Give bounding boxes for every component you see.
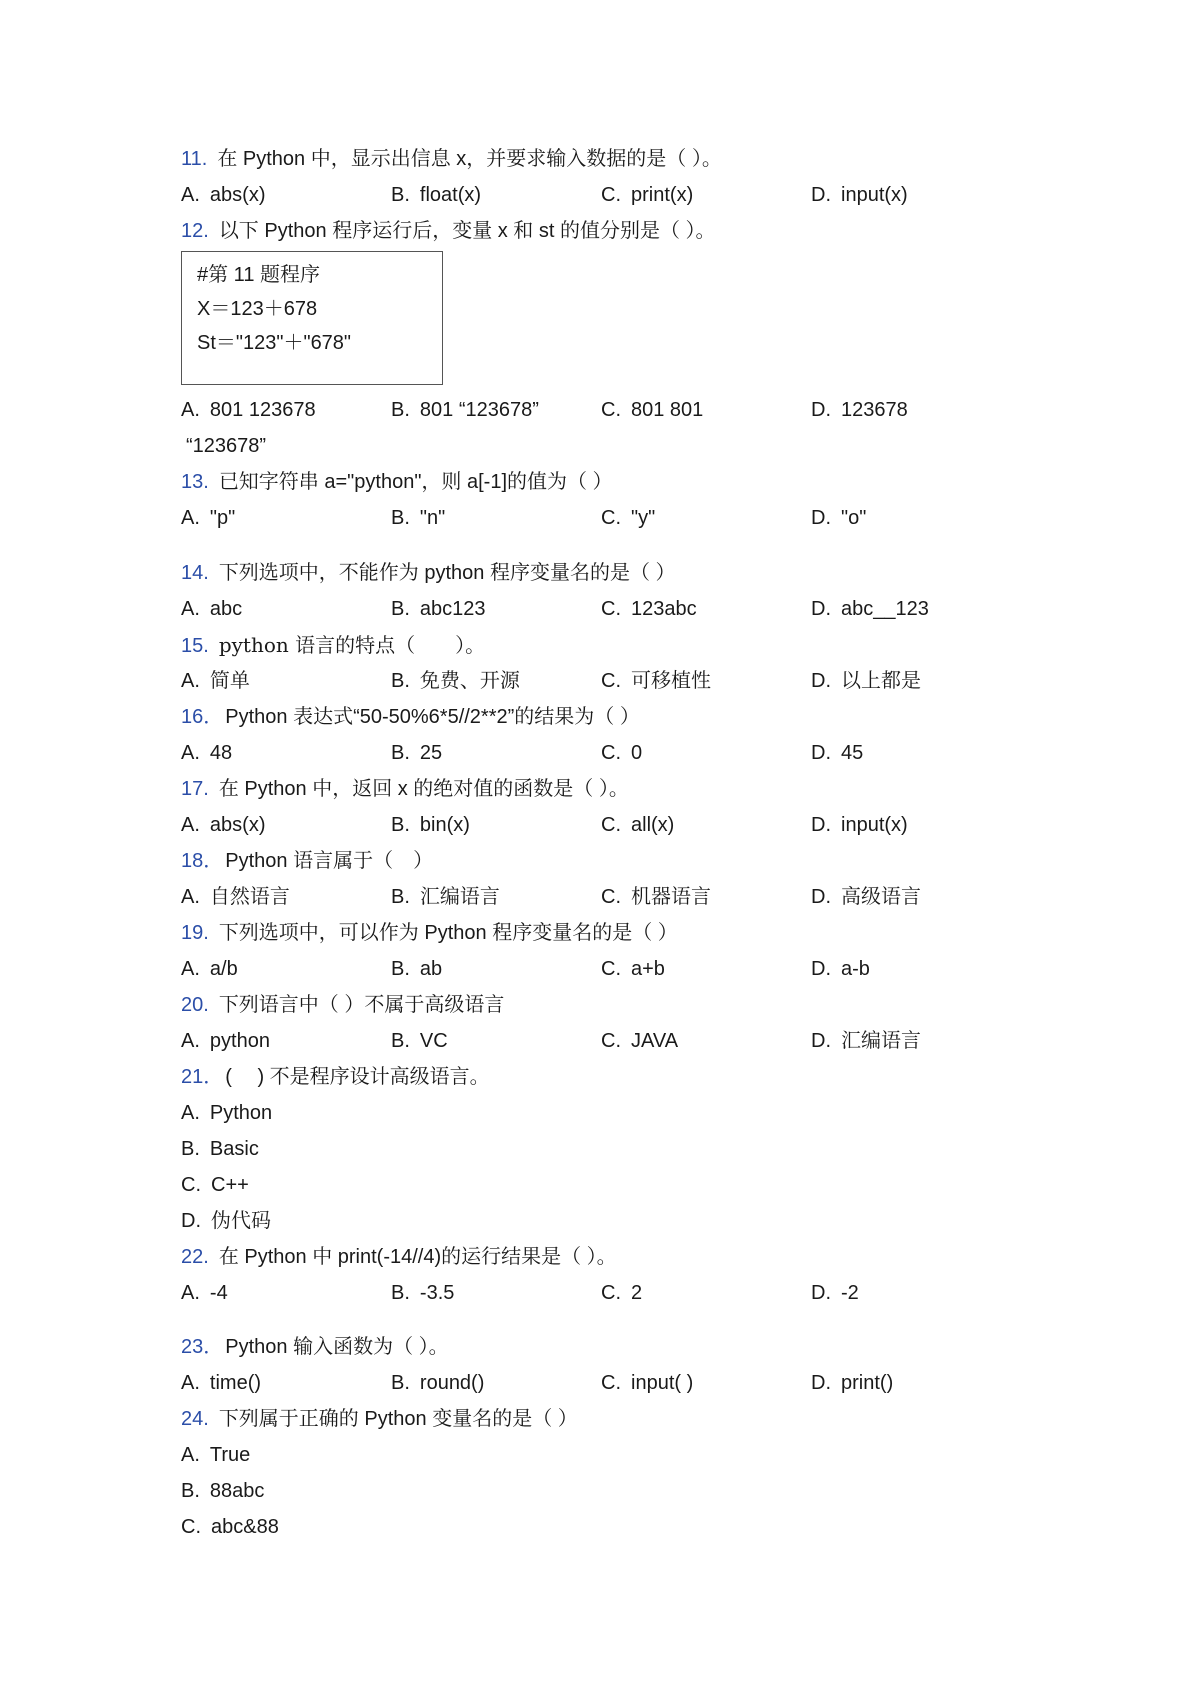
option-c: C. all(x)	[601, 814, 675, 836]
code-box	[181, 251, 443, 385]
question-text: ( ) 不是程序设计高级语言。	[225, 1066, 490, 1088]
option-c: C. 2	[601, 1282, 643, 1304]
question-text: 在 Python 中 print(-14//4)的运行结果是（ ）。	[218, 1246, 617, 1268]
option-d: D. a-b	[811, 958, 870, 980]
option-b: B. round()	[391, 1372, 485, 1394]
question-15	[181, 627, 485, 663]
question-text: Python 输入函数为（ ）。	[225, 1336, 449, 1358]
question-text: 下列选项中，不能作为 python 程序变量名的是（ ）	[218, 562, 676, 584]
option-c: C. 机器语言	[601, 886, 711, 908]
option-b: B. 88abc	[181, 1480, 265, 1502]
option-a: A. abs(x)	[181, 184, 266, 206]
option-a: A. a/b	[181, 958, 238, 980]
question-19	[181, 915, 678, 951]
question-text: 在 Python 中，返回 x 的绝对值的函数是（ ）。	[218, 778, 629, 800]
option-b: B. "n"	[391, 507, 446, 529]
option-c: C. abc&88	[181, 1516, 279, 1538]
question-number: 23．	[181, 1336, 224, 1358]
option-c: C. "y"	[601, 507, 656, 529]
option-b: B. 25	[391, 742, 443, 764]
option-c: C. 801 801	[601, 399, 704, 421]
option-d: D. 汇编语言	[811, 1030, 921, 1052]
question-24	[181, 1401, 578, 1437]
question-number: 19.	[181, 922, 209, 944]
question-text: 下列语言中（ ）不属于高级语言	[218, 994, 505, 1016]
question-number: 13.	[181, 471, 209, 493]
option-d: D. print()	[811, 1372, 894, 1394]
option-a: A. Python	[181, 1102, 273, 1124]
option-d: D. 45	[811, 742, 864, 764]
code-line: X＝123＋678	[197, 298, 318, 320]
option-a: A. 801 123678	[181, 399, 316, 421]
option-b: B. Basic	[181, 1138, 259, 1160]
option-b: B. ab	[391, 958, 443, 980]
option-b: B. VC	[391, 1030, 448, 1052]
option-a: A. abs(x)	[181, 814, 266, 836]
option-a: A. "p"	[181, 507, 236, 529]
option-a: A. 自然语言	[181, 886, 290, 908]
question-number: 18．	[181, 850, 224, 872]
question-23	[181, 1329, 449, 1365]
option-d: D. 伪代码	[181, 1210, 271, 1232]
question-text: 下列属于正确的 Python 变量名的是（ ）	[218, 1408, 578, 1430]
option-b: B. float(x)	[391, 184, 482, 206]
option-b: B. bin(x)	[391, 814, 470, 836]
option-wrap-text: “123678”	[186, 435, 267, 457]
question-13	[181, 464, 613, 500]
option-d: D. "o"	[811, 507, 867, 529]
code-line: #第 11 题程序	[197, 264, 320, 286]
question-number: 15.	[181, 635, 209, 657]
option-d: D. -2	[811, 1282, 859, 1304]
question-number: 22.	[181, 1246, 209, 1268]
question-number: 21．	[181, 1066, 224, 1088]
option-b: B. abc123	[391, 598, 486, 620]
question-text: Python 表达式“50-50%6*5//2**2”的结果为（ ）	[225, 706, 640, 728]
question-number: 11.	[181, 148, 208, 170]
option-d: D. 123678	[811, 399, 908, 421]
question-text: 下列选项中，可以作为 Python 程序变量名的是（ ）	[218, 922, 678, 944]
option-a: A. -4	[181, 1282, 228, 1304]
option-c: C. print(x)	[601, 184, 694, 206]
question-number: 24.	[181, 1408, 209, 1430]
question-22	[181, 1239, 617, 1275]
question-11	[181, 141, 722, 177]
option-a: A. time()	[181, 1372, 262, 1394]
question-14	[181, 555, 676, 591]
option-a: A. True	[181, 1444, 251, 1466]
option-a: A. 简单	[181, 670, 250, 692]
question-text: python 语言的特点（ ）。	[218, 633, 486, 657]
question-20	[181, 987, 504, 1023]
question-17	[181, 771, 629, 807]
option-b: B. 汇编语言	[391, 886, 500, 908]
option-a: A. 48	[181, 742, 233, 764]
question-text: Python 语言属于（ ）	[225, 850, 434, 872]
option-b: B. 801 “123678”	[391, 399, 539, 421]
question-number: 16．	[181, 706, 224, 728]
question-text: 已知字符串 a="python"，则 a[-1]的值为（ ）	[218, 471, 613, 493]
option-c: C. input( )	[601, 1372, 694, 1394]
question-16	[181, 699, 640, 735]
option-c: C. 123abc	[601, 598, 697, 620]
option-b: B. -3.5	[391, 1282, 455, 1304]
option-c: C. a+b	[601, 958, 665, 980]
question-text: 以下 Python 程序运行后，变量 x 和 st 的值分别是（ ）。	[218, 220, 716, 242]
question-18	[181, 843, 433, 879]
option-b: B. 免费、开源	[391, 670, 520, 692]
question-number: 20.	[181, 994, 209, 1016]
question-text: 在 Python 中，显示出信息 x，并要求输入数据的是（ ）。	[217, 148, 722, 170]
option-c: C. 0	[601, 742, 643, 764]
question-number: 17.	[181, 778, 209, 800]
option-a: A. python	[181, 1030, 270, 1052]
option-c: C. JAVA	[601, 1030, 679, 1052]
question-number: 12.	[181, 220, 209, 242]
code-line: St＝"123"＋"678"	[197, 332, 352, 354]
option-d: D. abc__123	[811, 598, 929, 620]
question-12	[181, 213, 716, 249]
option-d: D. 以上都是	[811, 670, 921, 692]
option-c: C. 可移植性	[601, 670, 711, 692]
option-c: C. C++	[181, 1174, 249, 1196]
option-d: D. input(x)	[811, 814, 908, 836]
option-d: D. 高级语言	[811, 886, 921, 908]
option-d: D. input(x)	[811, 184, 908, 206]
question-number: 14.	[181, 562, 209, 584]
question-21	[181, 1059, 490, 1095]
option-a: A. abc	[181, 598, 243, 620]
